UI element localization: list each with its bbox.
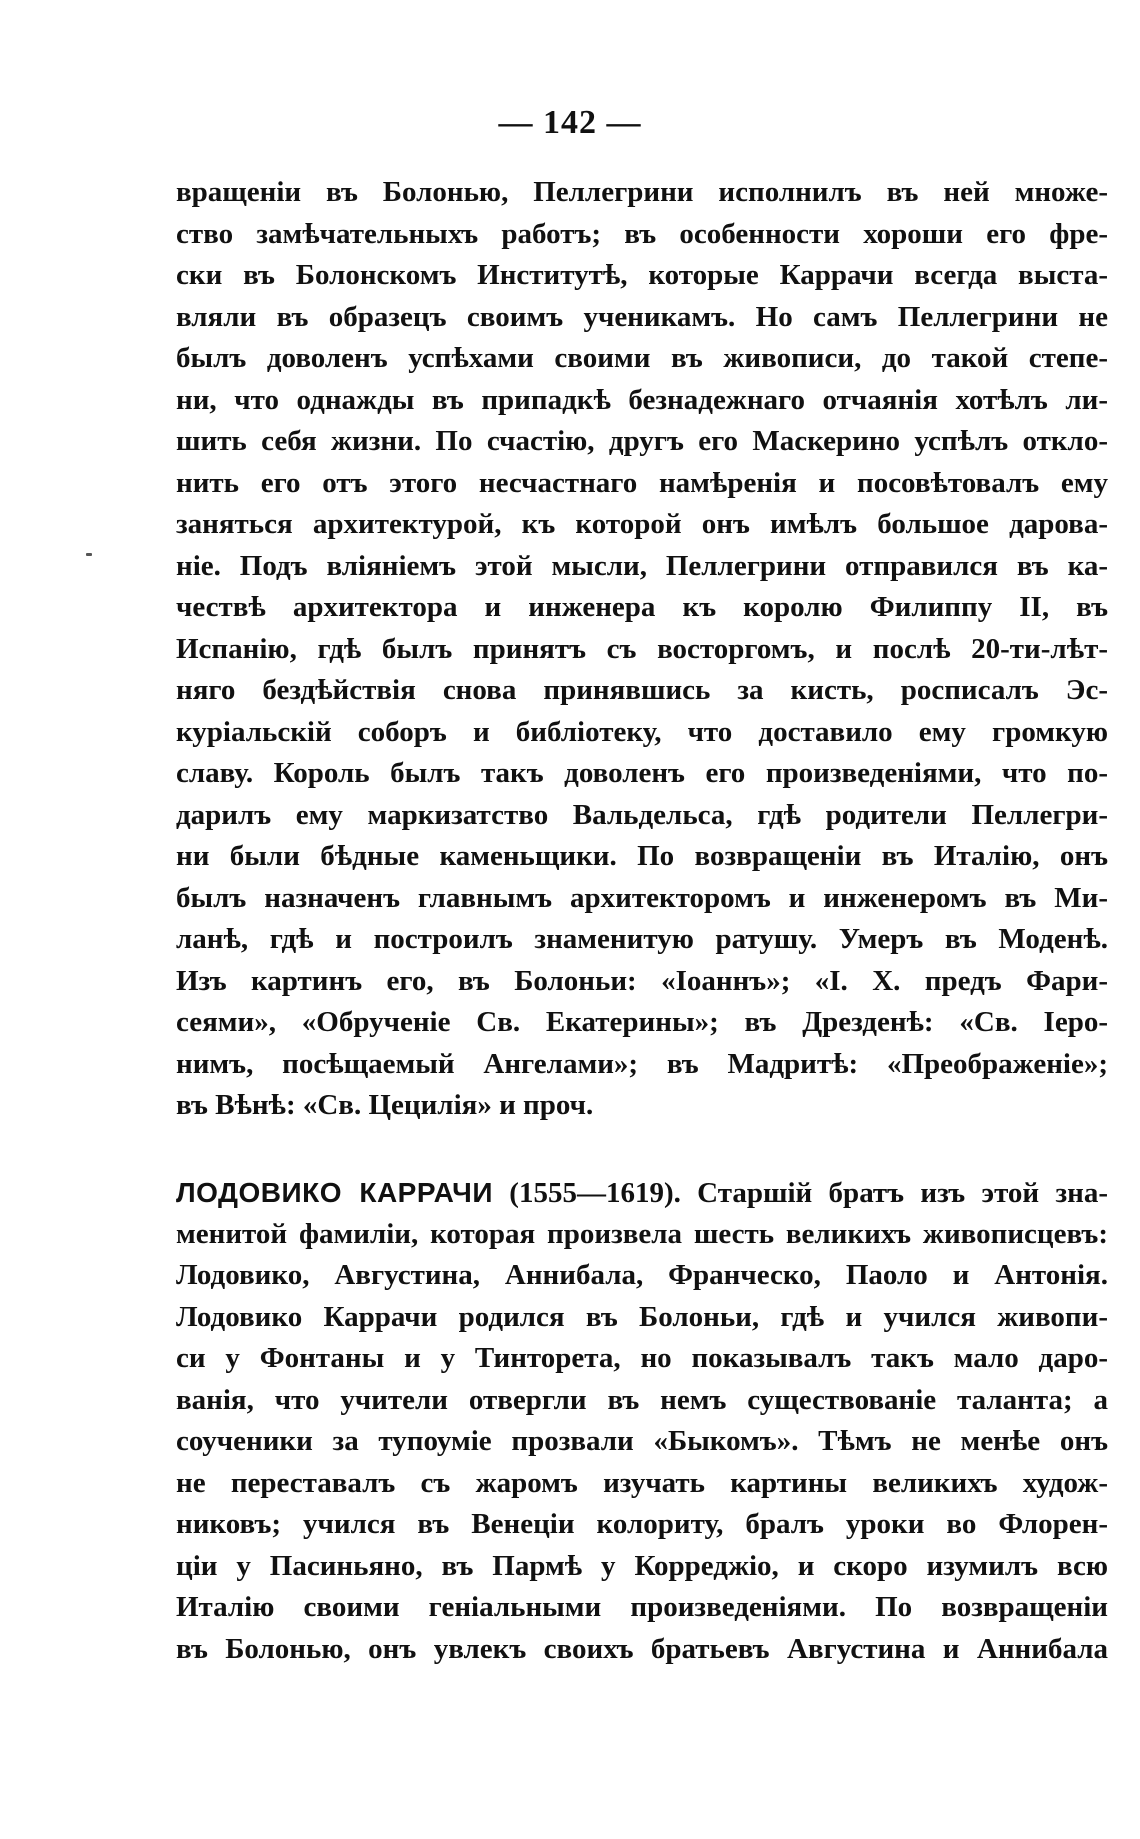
text-line: ланѣ, гдѣ и построилъ знаменитую ратушу. Умеръ въ Моденѣ.: [176, 923, 1108, 955]
text-line: чествѣ архитектора и инженера къ королю Филиппу II, въ: [176, 591, 1108, 623]
text-line: соученики за тупоуміе прозвали «Быкомъ». Тѣмъ не менѣе онъ: [176, 1425, 1108, 1457]
text-line: нимъ, посѣщаемый Ангелами»; въ Мадритѣ: «Преображеніе»;: [176, 1047, 1108, 1080]
artist-name-heading: ЛОДОВИКО КАРРАЧИ: [176, 1177, 493, 1208]
text-line: менитой фамиліи, которая произвела шесть великихъ живописцевъ:: [176, 1217, 1108, 1250]
text-line: заняться архитектурой, къ которой онъ имѣлъ большое дарова-: [176, 508, 1108, 540]
text-line: ванія, что учители отвергли въ немъ существованіе таланта; а: [176, 1383, 1108, 1416]
heading-line: [176, 1172, 1108, 1214]
paragraph-lodovico-carracci: [176, 1172, 1108, 1670]
text-line: былъ доволенъ успѣхами своими въ живописи, до такой степе-: [176, 342, 1108, 374]
text-line: Изъ картинъ его, въ Болоньи: «Іоаннъ»; «І. Х. предъ Фари-: [176, 964, 1108, 997]
text-line: вращеніи въ Болонью, Пеллегрини исполнилъ въ ней множе-: [176, 176, 1108, 208]
text-line: дарилъ ему маркизатство Вальдельса, гдѣ родители Пеллегри-: [176, 798, 1108, 831]
page-number: — 142 —: [498, 104, 642, 141]
text-line: Италію своими геніальными произведеніями. По возвращеніи: [176, 1591, 1108, 1623]
margin-mark: [86, 553, 92, 556]
text-line: няго бездѣйствія снова принявшись за кисть, росписалъ Эс-: [176, 674, 1108, 706]
text-line: никовъ; учился въ Венеціи колориту, бралъ уроки во Флорен-: [176, 1508, 1108, 1540]
text-line: вляли въ образецъ своимъ ученикамъ. Но самъ Пеллегрини не: [176, 300, 1108, 333]
text-line: Лодовико, Августина, Аннибала, Франческо, Паоло и Антонія.: [176, 1259, 1108, 1291]
text-line: куріальскій соборъ и библіотеку, что доставило ему громкую: [176, 715, 1108, 748]
text-line: ціи у Пасиньяно, въ Пармѣ у Корреджіо, и скоро изумилъ всю: [176, 1549, 1108, 1582]
text-line: ски въ Болонскомъ Институтѣ, которые Каррачи всегда выста-: [176, 259, 1108, 291]
text-line: въ Вѣнѣ: «Св. Цецилія» и проч.: [176, 1089, 594, 1121]
text-line: сеями», «Обрученіе Св. Екатерины»; въ Дрезденѣ: «Св. Іеро-: [176, 1006, 1108, 1038]
text-line: Лодовико Каррачи родился въ Болоньи, гдѣ и учился живопи-: [176, 1300, 1108, 1333]
text-line: не переставалъ съ жаромъ изучать картины великихъ худож-: [176, 1466, 1108, 1499]
text-line: ство замѣчательныхъ работъ; въ особенности хороши его фре-: [176, 217, 1108, 250]
text-line: славу. Король былъ такъ доволенъ его произведеніями, что по-: [176, 757, 1108, 789]
text-line: шить себя жизни. По счастію, другъ его Маскерино успѣлъ откло-: [176, 425, 1108, 457]
heading-line-text: (1555—1619). Старшій братъ изъ этой зна-: [492, 1177, 1108, 1209]
text-line: Испанію, гдѣ былъ принятъ съ восторгомъ, и послѣ 20-ти-лѣт-: [176, 632, 1108, 665]
text-line: ніе. Подъ вліяніемъ этой мысли, Пеллегрини отправился въ ка-: [176, 549, 1108, 582]
text-line: си у Фонтаны и у Тинторета, но показывалъ такъ мало даро-: [176, 1342, 1108, 1374]
text-line: нить его отъ этого несчастнаго намѣренія и посовѣтовалъ ему: [176, 466, 1108, 499]
text-line: ни, что однажды въ припадкѣ безнадежнаго отчаянія хотѣлъ ли-: [176, 383, 1108, 416]
paragraph-pellegrini: [176, 172, 1108, 1127]
text-line: былъ назначенъ главнымъ архитекторомъ и инженеромъ въ Ми-: [176, 881, 1108, 914]
text-line: въ Болонью, онъ увлекъ своихъ братьевъ Августина и Аннибала: [176, 1632, 1108, 1665]
text-line: ни были бѣдные каменьщики. По возвращеніи въ Италію, онъ: [176, 840, 1108, 872]
